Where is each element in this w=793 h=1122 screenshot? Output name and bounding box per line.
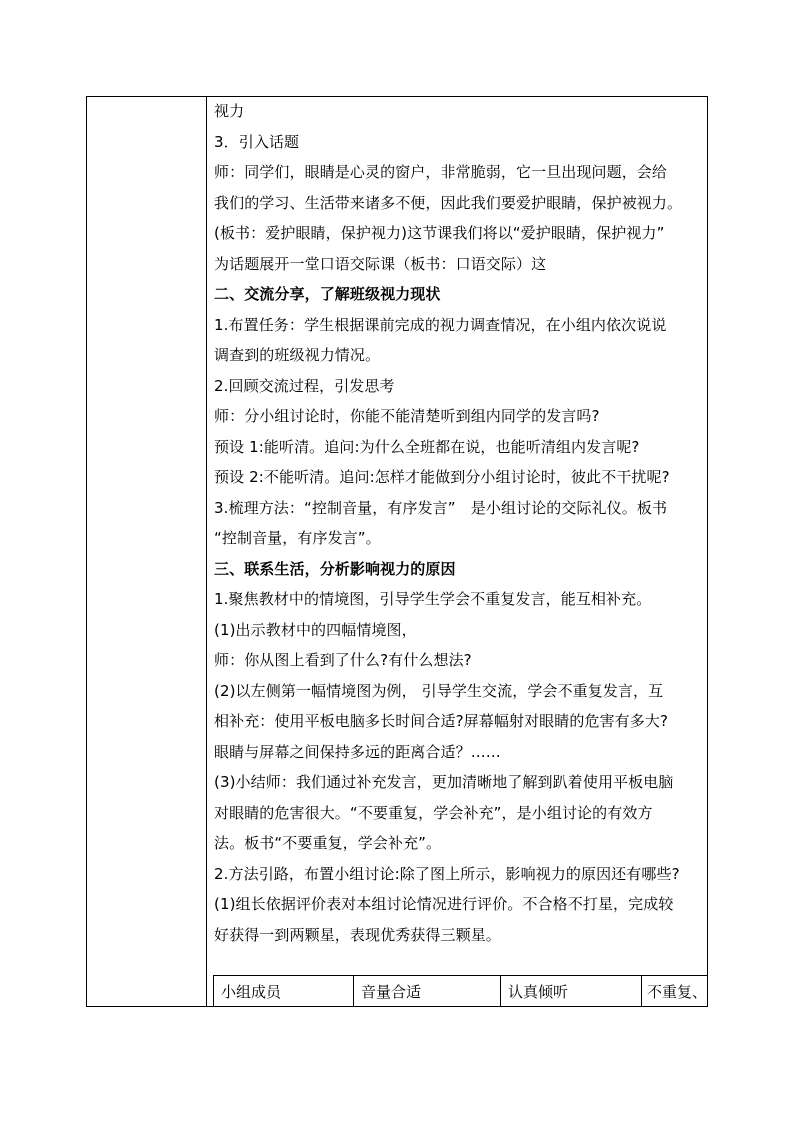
lesson-content xyxy=(214,96,706,950)
section-heading: 二、交流分享，了解班级视力现状 xyxy=(214,285,441,303)
text-line: 2.回顾交流过程，引发思考 xyxy=(214,376,395,395)
eval-header-members: 小组成员 xyxy=(221,983,282,1001)
text-line: 法。板书“不要重复，学会补充”。 xyxy=(214,834,442,852)
text-line: 为话题展开一堂口语交际课（板书：口语交际）这 xyxy=(214,254,547,273)
text-line: (3)小结师：我们通过补充发言，更加清晰地了解到趴着使用平板电脑 xyxy=(214,773,674,791)
text-line: (板书：爱护眼睛，保护视力)这节课我们将以“爱护眼睛，保护视力” xyxy=(214,224,665,242)
evaluation-table xyxy=(213,975,708,1007)
table-column-divider xyxy=(206,96,207,1007)
text-line: 预设 2:不能听清。追问:怎样才能做到分小组讨论时，彼此不干扰呢? xyxy=(214,468,670,486)
text-line: 师：你从图上看到了什么?有什么想法? xyxy=(214,651,472,669)
text-line: “控制音量，有序发言”。 xyxy=(214,529,381,547)
eval-header-no-repeat: 不重复、 xyxy=(647,983,707,1001)
eval-header-listening: 认真倾听 xyxy=(508,983,569,1001)
text-line: 眼睛与屏幕之间保持多远的距离合适？…… xyxy=(214,742,501,761)
text-line: 预设 1:能听清。追问:为什么全班都在说，也能听清组内发言呢? xyxy=(214,437,640,456)
text-line: 3．引入话题 xyxy=(214,132,300,151)
text-line: 调查到的班级视力情况。 xyxy=(214,346,381,364)
text-line: 我们的学习、生活带来诸多不便，因此我们要爱护眼睛，保护被视力。 xyxy=(214,193,683,212)
section-heading: 三、联系生活，分析影响视力的原因 xyxy=(214,559,456,578)
text-line: 相补充：使用平板电脑多长时间合适?屏幕幅射对眼睛的危害有多大? xyxy=(214,712,669,730)
text-line: 视力 xyxy=(214,102,245,120)
text-line: 好获得一到两颗星，表现优秀获得三颗星。 xyxy=(214,925,501,944)
text-line: 师：分小组讨论时，你能不能清楚听到组内同学的发言吗? xyxy=(214,407,600,425)
text-line: (1)组长依据评价表对本组讨论情况进行评价。不合格不打星，完成较 xyxy=(214,895,674,913)
text-line: 1.聚焦教材中的情境图，引导学生学会不重复发言，能互相补充。 xyxy=(214,590,652,608)
text-line: (1)出示教材中的四幅情境图， xyxy=(214,620,417,639)
text-line: 师：同学们，眼睛是心灵的窗户，非常脆弱，它一旦出现问题，会给 xyxy=(214,163,668,181)
eval-header-volume: 音量合适 xyxy=(361,983,422,1001)
text-line: 1.布置任务：学生根据课前完成的视力调查情况，在小组内依次说说 xyxy=(214,315,667,334)
text-line: (2)以左侧第一幅情境图为例， 引导学生交流，学会不重复发言，互 xyxy=(214,681,664,700)
text-line: 对眼睛的危害很大。“不要重复，学会补充”，是小组讨论的有效方 xyxy=(214,803,653,822)
text-line: 2.方法引路，布置小组讨论:除了图上所示，影响视力的原因还有哪些? xyxy=(214,864,680,883)
text-line: 3.梳理方法：“控制音量，有序发言” 是小组讨论的交际礼仪。板书 xyxy=(214,498,668,517)
